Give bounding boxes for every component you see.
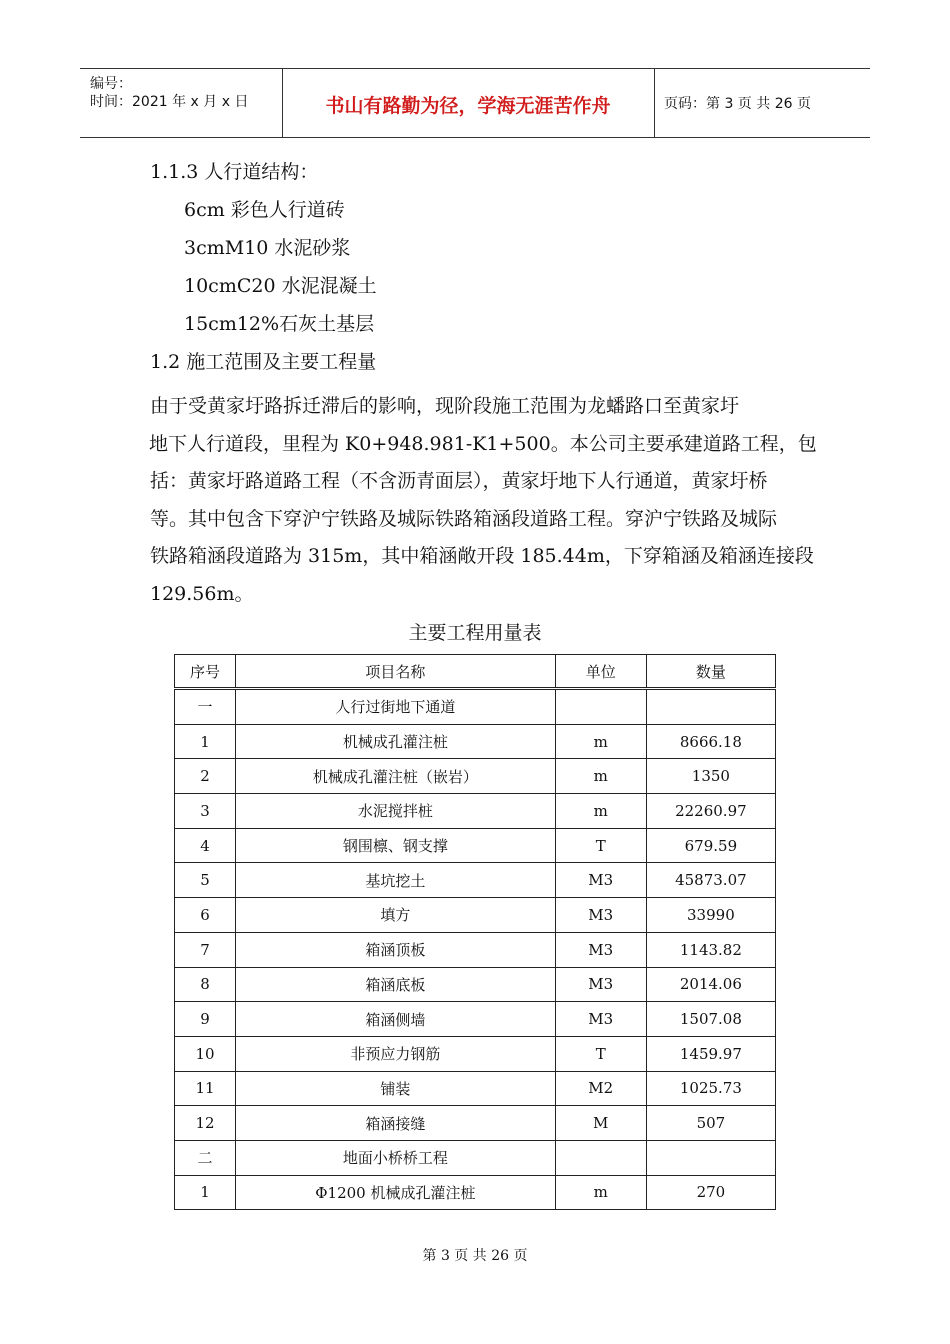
cell-number: 12: [175, 1106, 236, 1141]
table-row: [175, 1071, 776, 1106]
header-motto-cell: [282, 69, 655, 137]
section-heading-1-1-3: 1.1.3 人行道结构：: [150, 161, 319, 183]
cell-unit: M3: [555, 1002, 646, 1037]
structure-item: 10cmC20 水泥混凝土: [184, 275, 377, 297]
cell-quantity: 1143.82: [646, 932, 775, 967]
table-row: [175, 724, 776, 759]
section-heading-1-2: 1.2 施工范围及主要工程量: [150, 351, 377, 373]
cell-item-name: 钢围檩、钢支撑: [236, 828, 556, 863]
cell-number: 7: [175, 932, 236, 967]
cell-number: 9: [175, 1002, 236, 1037]
cell-quantity: 33990: [646, 898, 775, 933]
cell-item-name: 水泥搅拌桩: [236, 794, 556, 829]
cell-unit: [555, 1140, 646, 1175]
cell-quantity: 507: [646, 1106, 775, 1141]
cell-number: 1: [175, 1175, 236, 1210]
cell-unit: M3: [555, 863, 646, 898]
table-row: [175, 863, 776, 898]
table-row: [175, 1036, 776, 1071]
cell-quantity: 2014.06: [646, 967, 775, 1002]
column-header-item-name: 项目名称: [236, 655, 556, 689]
cell-number: 8: [175, 967, 236, 1002]
table-row: [175, 1175, 776, 1210]
cell-item-name: 机械成孔灌注桩（嵌岩）: [236, 759, 556, 794]
table-row: [175, 828, 776, 863]
cell-unit: m: [555, 759, 646, 794]
cell-item-name: 铺装: [236, 1071, 556, 1106]
page-footer: 第 3 页 共 26 页: [422, 1248, 528, 1264]
cell-quantity: [646, 689, 775, 725]
cell-item-name: 机械成孔灌注桩: [236, 724, 556, 759]
table-row: [175, 1106, 776, 1141]
cell-number: 二: [175, 1140, 236, 1175]
paragraph-line: 由于受黄家圩路拆迁滞后的影响，现阶段施工范围为龙蟠路口至黄家圩: [150, 395, 740, 417]
cell-item-name: 箱涵侧墙: [236, 1002, 556, 1037]
paragraph-line: 铁路箱涵段道路为 315m，其中箱涵敞开段 185.44m，下穿箱涵及箱涵连接段: [150, 545, 814, 567]
cell-unit: M3: [555, 932, 646, 967]
table-row: [175, 794, 776, 829]
header-page-number: 页码：第 3 页 共 26 页: [664, 96, 811, 112]
quantity-table: [174, 654, 776, 1210]
cell-item-name: Φ1200 机械成孔灌注桩: [236, 1175, 556, 1210]
cell-unit: m: [555, 1175, 646, 1210]
cell-number: 3: [175, 794, 236, 829]
cell-unit: M: [555, 1106, 646, 1141]
structure-item: 15cm12%石灰土基层: [184, 313, 375, 335]
cell-unit: M3: [555, 898, 646, 933]
table-row: [175, 932, 776, 967]
scope-paragraph: [150, 388, 850, 613]
cell-quantity: 1459.97: [646, 1036, 775, 1071]
cell-quantity: 8666.18: [646, 724, 775, 759]
structure-item: 6cm 彩色人行道砖: [184, 199, 345, 221]
cell-unit: m: [555, 724, 646, 759]
cell-quantity: 1350: [646, 759, 775, 794]
cell-item-name: 人行过街地下通道: [236, 689, 556, 725]
table-row: [175, 1002, 776, 1037]
structure-item: 3cmM10 水泥砂浆: [184, 237, 351, 259]
header-page-cell: [654, 69, 870, 137]
table-header-row: [175, 655, 776, 689]
table-row: [175, 967, 776, 1002]
cell-item-name: 填方: [236, 898, 556, 933]
table-row: [175, 898, 776, 933]
cell-number: 1: [175, 724, 236, 759]
cell-number: 4: [175, 828, 236, 863]
cell-quantity: 1025.73: [646, 1071, 775, 1106]
table-row: [175, 759, 776, 794]
paragraph-line: 129.56m。: [150, 582, 254, 605]
cell-item-name: 箱涵接缝: [236, 1106, 556, 1141]
document-time-label: 时间：2021 年 x 月 x 日: [90, 94, 249, 110]
column-header-number: 序号: [175, 655, 236, 689]
cell-number: 5: [175, 863, 236, 898]
table-title: 主要工程用量表: [408, 622, 542, 644]
cell-unit: m: [555, 794, 646, 829]
cell-quantity: 1507.08: [646, 1002, 775, 1037]
cell-item-name: 基坑挖土: [236, 863, 556, 898]
header-info-cell: [80, 69, 283, 137]
column-header-unit: 单位: [555, 655, 646, 689]
cell-number: 6: [175, 898, 236, 933]
cell-number: 10: [175, 1036, 236, 1071]
cell-quantity: [646, 1140, 775, 1175]
document-number-label: 编号：: [90, 76, 132, 92]
cell-quantity: 679.59: [646, 828, 775, 863]
table-row: [175, 1140, 776, 1175]
cell-item-name: 非预应力钢筋: [236, 1036, 556, 1071]
paragraph-line: 地下人行道段，里程为 K0+948.981-K1+500。本公司主要承建道路工程，包: [149, 432, 817, 455]
cell-unit: T: [555, 828, 646, 863]
cell-unit: T: [555, 1036, 646, 1071]
paragraph-line: 括：黄家圩路道路工程（不含沥青面层），黄家圩地下人行通道，黄家圩桥: [150, 470, 768, 492]
cell-quantity: 270: [646, 1175, 775, 1210]
cell-quantity: 22260.97: [646, 794, 775, 829]
cell-unit: [555, 689, 646, 725]
page-header: [80, 68, 870, 138]
cell-item-name: 箱涵底板: [236, 967, 556, 1002]
cell-number: 2: [175, 759, 236, 794]
cell-unit: M2: [555, 1071, 646, 1106]
header-motto: 书山有路勤为径，学海无涯苦作舟: [325, 95, 611, 117]
cell-item-name: 地面小桥桥工程: [236, 1140, 556, 1175]
table-row: [175, 689, 776, 725]
cell-item-name: 箱涵顶板: [236, 932, 556, 967]
cell-quantity: 45873.07: [646, 863, 775, 898]
cell-unit: M3: [555, 967, 646, 1002]
paragraph-line: 等。其中包含下穿沪宁铁路及城际铁路箱涵段道路工程。穿沪宁铁路及城际: [150, 507, 778, 530]
column-header-quantity: 数量: [646, 655, 775, 689]
cell-number: 11: [175, 1071, 236, 1106]
cell-number: 一: [175, 689, 236, 725]
